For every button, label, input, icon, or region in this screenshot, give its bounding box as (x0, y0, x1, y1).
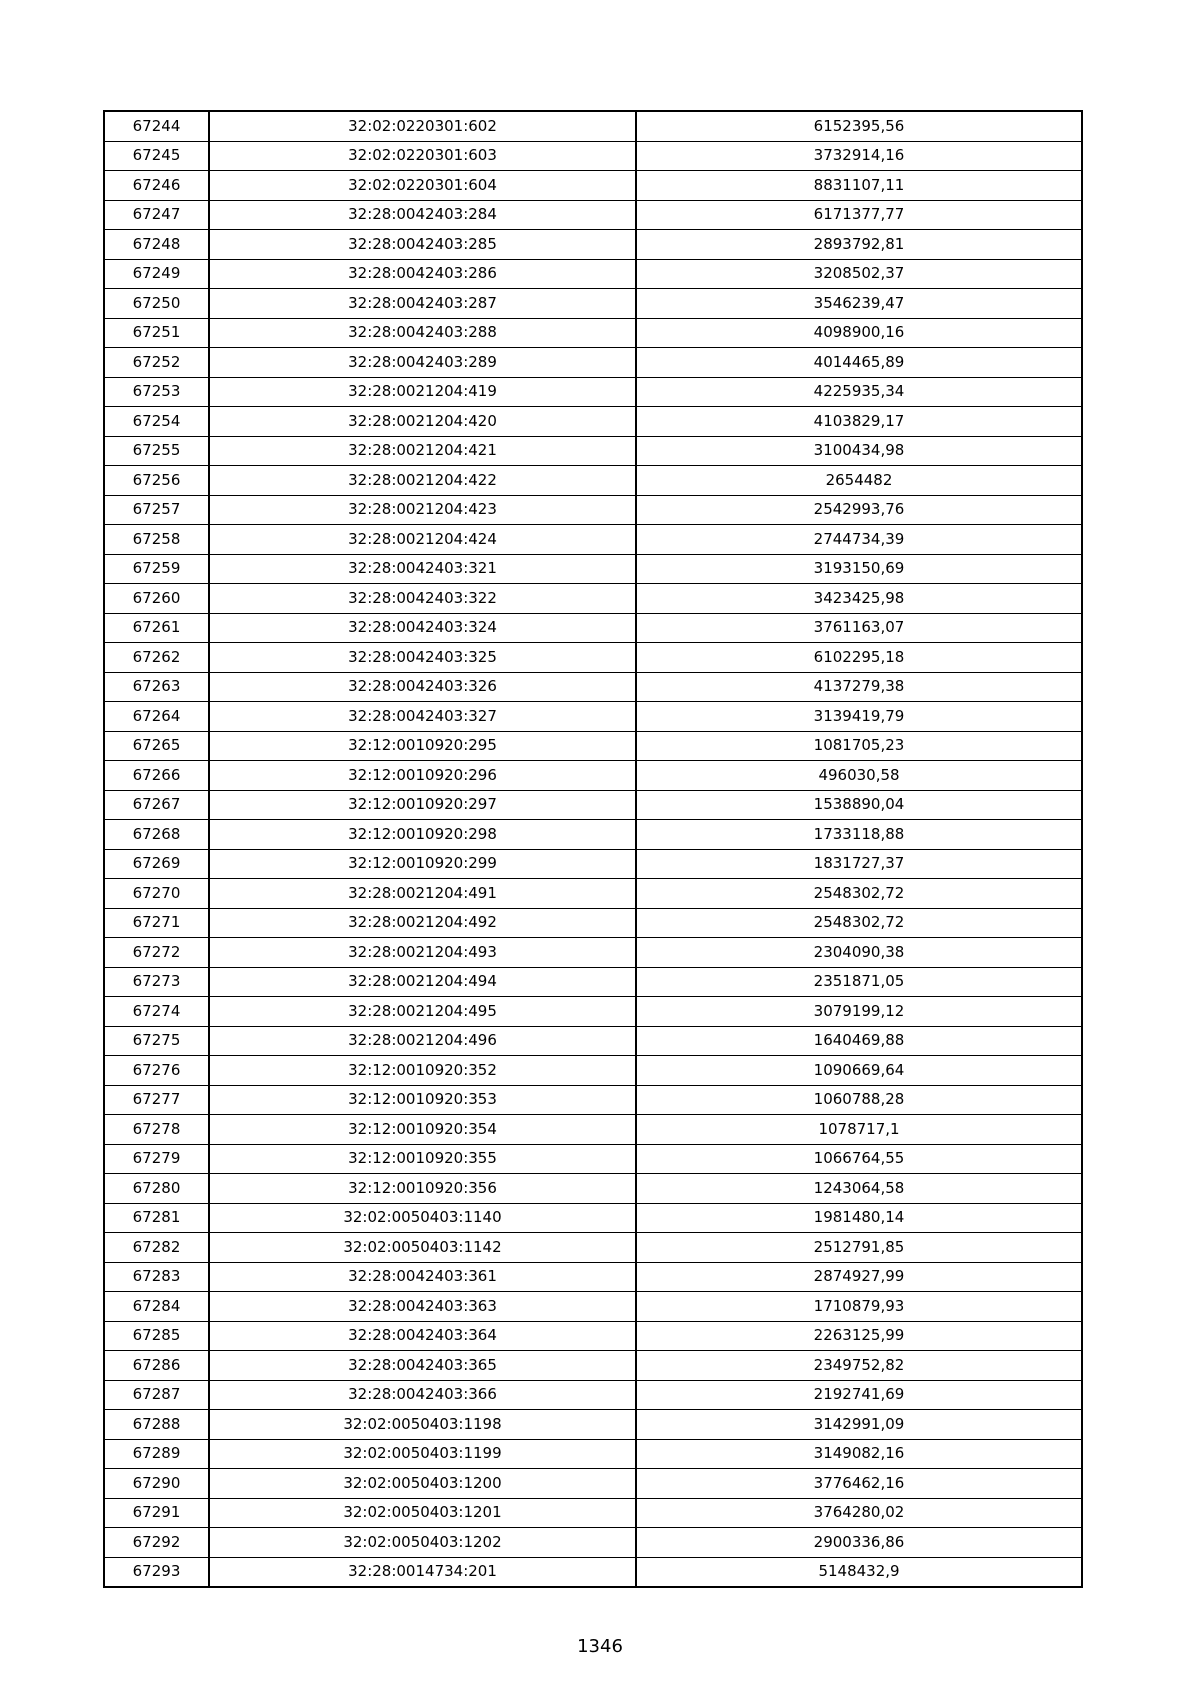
registry-table (103, 110, 1083, 1588)
row-number-cell: 67270 (104, 879, 209, 909)
table-row (104, 938, 1082, 968)
cadastral-number-cell: 32:02:0050403:1142 (209, 1233, 636, 1263)
value-cell: 3193150,69 (636, 554, 1082, 584)
value-cell: 1981480,14 (636, 1203, 1082, 1233)
cadastral-number-cell: 32:28:0042403:324 (209, 613, 636, 643)
value-cell: 3149082,16 (636, 1439, 1082, 1469)
row-number-cell: 67260 (104, 584, 209, 614)
table-row (104, 1233, 1082, 1263)
cadastral-number-cell: 32:28:0021204:419 (209, 377, 636, 407)
row-number-cell: 67291 (104, 1498, 209, 1528)
table-row (104, 554, 1082, 584)
row-number-cell: 67250 (104, 289, 209, 319)
table-row (104, 495, 1082, 525)
table-row (104, 318, 1082, 348)
cadastral-number-cell: 32:28:0021204:494 (209, 967, 636, 997)
row-number-cell: 67285 (104, 1321, 209, 1351)
cadastral-number-cell: 32:02:0220301:604 (209, 171, 636, 201)
value-cell: 2654482 (636, 466, 1082, 496)
table-row (104, 1321, 1082, 1351)
row-number-cell: 67284 (104, 1292, 209, 1322)
table-row (104, 466, 1082, 496)
cadastral-number-cell: 32:28:0042403:326 (209, 672, 636, 702)
row-number-cell: 67280 (104, 1174, 209, 1204)
row-number-cell: 67292 (104, 1528, 209, 1558)
value-cell: 8831107,11 (636, 171, 1082, 201)
table-row (104, 259, 1082, 289)
cadastral-number-cell: 32:28:0021204:421 (209, 436, 636, 466)
table-row (104, 1174, 1082, 1204)
value-cell: 3776462,16 (636, 1469, 1082, 1499)
value-cell: 1081705,23 (636, 731, 1082, 761)
cadastral-number-cell: 32:28:0042403:364 (209, 1321, 636, 1351)
cadastral-number-cell: 32:28:0042403:363 (209, 1292, 636, 1322)
row-number-cell: 67262 (104, 643, 209, 673)
cadastral-number-cell: 32:28:0021204:493 (209, 938, 636, 968)
cadastral-number-cell: 32:28:0021204:423 (209, 495, 636, 525)
value-cell: 4103829,17 (636, 407, 1082, 437)
row-number-cell: 67268 (104, 820, 209, 850)
value-cell: 1733118,88 (636, 820, 1082, 850)
cadastral-number-cell: 32:12:0010920:296 (209, 761, 636, 791)
table-body (104, 111, 1082, 1587)
value-cell: 4014465,89 (636, 348, 1082, 378)
cadastral-number-cell: 32:12:0010920:355 (209, 1144, 636, 1174)
value-cell: 1078717,1 (636, 1115, 1082, 1145)
cadastral-number-cell: 32:12:0010920:297 (209, 790, 636, 820)
row-number-cell: 67289 (104, 1439, 209, 1469)
cadastral-number-cell: 32:28:0042403:321 (209, 554, 636, 584)
value-cell: 1066764,55 (636, 1144, 1082, 1174)
table-row (104, 1292, 1082, 1322)
row-number-cell: 67255 (104, 436, 209, 466)
row-number-cell: 67253 (104, 377, 209, 407)
cadastral-number-cell: 32:28:0021204:491 (209, 879, 636, 909)
cadastral-number-cell: 32:28:0021204:424 (209, 525, 636, 555)
value-cell: 2893792,81 (636, 230, 1082, 260)
cadastral-number-cell: 32:02:0050403:1201 (209, 1498, 636, 1528)
cadastral-number-cell: 32:28:0042403:325 (209, 643, 636, 673)
row-number-cell: 67258 (104, 525, 209, 555)
row-number-cell: 67249 (104, 259, 209, 289)
cadastral-number-cell: 32:28:0021204:422 (209, 466, 636, 496)
table-row (104, 997, 1082, 1027)
row-number-cell: 67276 (104, 1056, 209, 1086)
table-row (104, 672, 1082, 702)
cadastral-number-cell: 32:12:0010920:295 (209, 731, 636, 761)
table-row (104, 289, 1082, 319)
cadastral-number-cell: 32:02:0220301:603 (209, 141, 636, 171)
row-number-cell: 67288 (104, 1410, 209, 1440)
value-cell: 2548302,72 (636, 908, 1082, 938)
row-number-cell: 67287 (104, 1380, 209, 1410)
value-cell: 1060788,28 (636, 1085, 1082, 1115)
table-row (104, 613, 1082, 643)
value-cell: 3100434,98 (636, 436, 1082, 466)
table-row (104, 525, 1082, 555)
table-row (104, 702, 1082, 732)
cadastral-number-cell: 32:28:0021204:496 (209, 1026, 636, 1056)
row-number-cell: 67278 (104, 1115, 209, 1145)
table-row (104, 1351, 1082, 1381)
value-cell: 2542993,76 (636, 495, 1082, 525)
row-number-cell: 67245 (104, 141, 209, 171)
table-row (104, 1469, 1082, 1499)
row-number-cell: 67254 (104, 407, 209, 437)
row-number-cell: 67290 (104, 1469, 209, 1499)
row-number-cell: 67247 (104, 200, 209, 230)
table-row (104, 820, 1082, 850)
table-row (104, 643, 1082, 673)
row-number-cell: 67272 (104, 938, 209, 968)
table-row (104, 849, 1082, 879)
cadastral-number-cell: 32:28:0042403:365 (209, 1351, 636, 1381)
value-cell: 6171377,77 (636, 200, 1082, 230)
cadastral-number-cell: 32:28:0042403:284 (209, 200, 636, 230)
value-cell: 6102295,18 (636, 643, 1082, 673)
value-cell: 3208502,37 (636, 259, 1082, 289)
table-row (104, 1203, 1082, 1233)
value-cell: 2192741,69 (636, 1380, 1082, 1410)
row-number-cell: 67269 (104, 849, 209, 879)
table-row (104, 1410, 1082, 1440)
table-row (104, 141, 1082, 171)
value-cell: 6152395,56 (636, 111, 1082, 141)
value-cell: 3761163,07 (636, 613, 1082, 643)
row-number-cell: 67246 (104, 171, 209, 201)
cadastral-number-cell: 32:12:0010920:298 (209, 820, 636, 850)
table-row (104, 1380, 1082, 1410)
row-number-cell: 67293 (104, 1557, 209, 1587)
row-number-cell: 67257 (104, 495, 209, 525)
cadastral-number-cell: 32:28:0021204:495 (209, 997, 636, 1027)
table-row (104, 348, 1082, 378)
cadastral-number-cell: 32:02:0050403:1199 (209, 1439, 636, 1469)
value-cell: 3546239,47 (636, 289, 1082, 319)
table-row (104, 879, 1082, 909)
table-row (104, 967, 1082, 997)
value-cell: 5148432,9 (636, 1557, 1082, 1587)
value-cell: 2512791,85 (636, 1233, 1082, 1263)
table-row (104, 1557, 1082, 1587)
cadastral-number-cell: 32:02:0220301:602 (209, 111, 636, 141)
value-cell: 1640469,88 (636, 1026, 1082, 1056)
row-number-cell: 67263 (104, 672, 209, 702)
row-number-cell: 67271 (104, 908, 209, 938)
cadastral-number-cell: 32:28:0042403:288 (209, 318, 636, 348)
cadastral-number-cell: 32:12:0010920:353 (209, 1085, 636, 1115)
table-row (104, 377, 1082, 407)
cadastral-number-cell: 32:28:0042403:327 (209, 702, 636, 732)
value-cell: 1538890,04 (636, 790, 1082, 820)
value-cell: 1710879,93 (636, 1292, 1082, 1322)
cadastral-number-cell: 32:28:0021204:420 (209, 407, 636, 437)
row-number-cell: 67265 (104, 731, 209, 761)
cadastral-number-cell: 32:12:0010920:354 (209, 1115, 636, 1145)
value-cell: 2351871,05 (636, 967, 1082, 997)
row-number-cell: 67279 (104, 1144, 209, 1174)
value-cell: 1243064,58 (636, 1174, 1082, 1204)
row-number-cell: 67273 (104, 967, 209, 997)
table-row (104, 1115, 1082, 1145)
value-cell: 4137279,38 (636, 672, 1082, 702)
value-cell: 2548302,72 (636, 879, 1082, 909)
value-cell: 2304090,38 (636, 938, 1082, 968)
value-cell: 2349752,82 (636, 1351, 1082, 1381)
row-number-cell: 67266 (104, 761, 209, 791)
table-row (104, 1026, 1082, 1056)
table-row (104, 407, 1082, 437)
table-row (104, 200, 1082, 230)
table-row (104, 790, 1082, 820)
row-number-cell: 67252 (104, 348, 209, 378)
page-number: 1346 (577, 1636, 623, 1657)
table-row (104, 1085, 1082, 1115)
row-number-cell: 67259 (104, 554, 209, 584)
cadastral-number-cell: 32:02:0050403:1140 (209, 1203, 636, 1233)
value-cell: 3732914,16 (636, 141, 1082, 171)
value-cell: 3142991,09 (636, 1410, 1082, 1440)
cadastral-number-cell: 32:02:0050403:1200 (209, 1469, 636, 1499)
value-cell: 2900336,86 (636, 1528, 1082, 1558)
cadastral-number-cell: 32:12:0010920:352 (209, 1056, 636, 1086)
table-row (104, 1439, 1082, 1469)
table-row (104, 436, 1082, 466)
row-number-cell: 67282 (104, 1233, 209, 1263)
value-cell: 3423425,98 (636, 584, 1082, 614)
table-row (104, 111, 1082, 141)
cadastral-number-cell: 32:28:0014734:201 (209, 1557, 636, 1587)
cadastral-number-cell: 32:28:0042403:366 (209, 1380, 636, 1410)
cadastral-number-cell: 32:28:0042403:286 (209, 259, 636, 289)
value-cell: 3139419,79 (636, 702, 1082, 732)
row-number-cell: 67283 (104, 1262, 209, 1292)
table-row (104, 171, 1082, 201)
row-number-cell: 67244 (104, 111, 209, 141)
table-row (104, 1528, 1082, 1558)
table-row (104, 908, 1082, 938)
cadastral-number-cell: 32:12:0010920:356 (209, 1174, 636, 1204)
cadastral-number-cell: 32:12:0010920:299 (209, 849, 636, 879)
cadastral-number-cell: 32:28:0042403:285 (209, 230, 636, 260)
value-cell: 3764280,02 (636, 1498, 1082, 1528)
value-cell: 2874927,99 (636, 1262, 1082, 1292)
value-cell: 4225935,34 (636, 377, 1082, 407)
row-number-cell: 67274 (104, 997, 209, 1027)
row-number-cell: 67261 (104, 613, 209, 643)
cadastral-number-cell: 32:28:0042403:289 (209, 348, 636, 378)
value-cell: 3079199,12 (636, 997, 1082, 1027)
row-number-cell: 67251 (104, 318, 209, 348)
row-number-cell: 67275 (104, 1026, 209, 1056)
cadastral-number-cell: 32:02:0050403:1198 (209, 1410, 636, 1440)
row-number-cell: 67281 (104, 1203, 209, 1233)
row-number-cell: 67248 (104, 230, 209, 260)
row-number-cell: 67267 (104, 790, 209, 820)
cadastral-number-cell: 32:28:0042403:287 (209, 289, 636, 319)
table-row (104, 731, 1082, 761)
value-cell: 2263125,99 (636, 1321, 1082, 1351)
table-row (104, 1144, 1082, 1174)
row-number-cell: 67277 (104, 1085, 209, 1115)
table-row (104, 761, 1082, 791)
table-row (104, 1056, 1082, 1086)
cadastral-number-cell: 32:28:0042403:361 (209, 1262, 636, 1292)
value-cell: 496030,58 (636, 761, 1082, 791)
value-cell: 4098900,16 (636, 318, 1082, 348)
table-row (104, 1262, 1082, 1292)
table-row (104, 1498, 1082, 1528)
value-cell: 1831727,37 (636, 849, 1082, 879)
row-number-cell: 67264 (104, 702, 209, 732)
table-row (104, 230, 1082, 260)
value-cell: 1090669,64 (636, 1056, 1082, 1086)
cadastral-number-cell: 32:28:0042403:322 (209, 584, 636, 614)
value-cell: 2744734,39 (636, 525, 1082, 555)
cadastral-number-cell: 32:02:0050403:1202 (209, 1528, 636, 1558)
cadastral-number-cell: 32:28:0021204:492 (209, 908, 636, 938)
row-number-cell: 67286 (104, 1351, 209, 1381)
table-row (104, 584, 1082, 614)
row-number-cell: 67256 (104, 466, 209, 496)
